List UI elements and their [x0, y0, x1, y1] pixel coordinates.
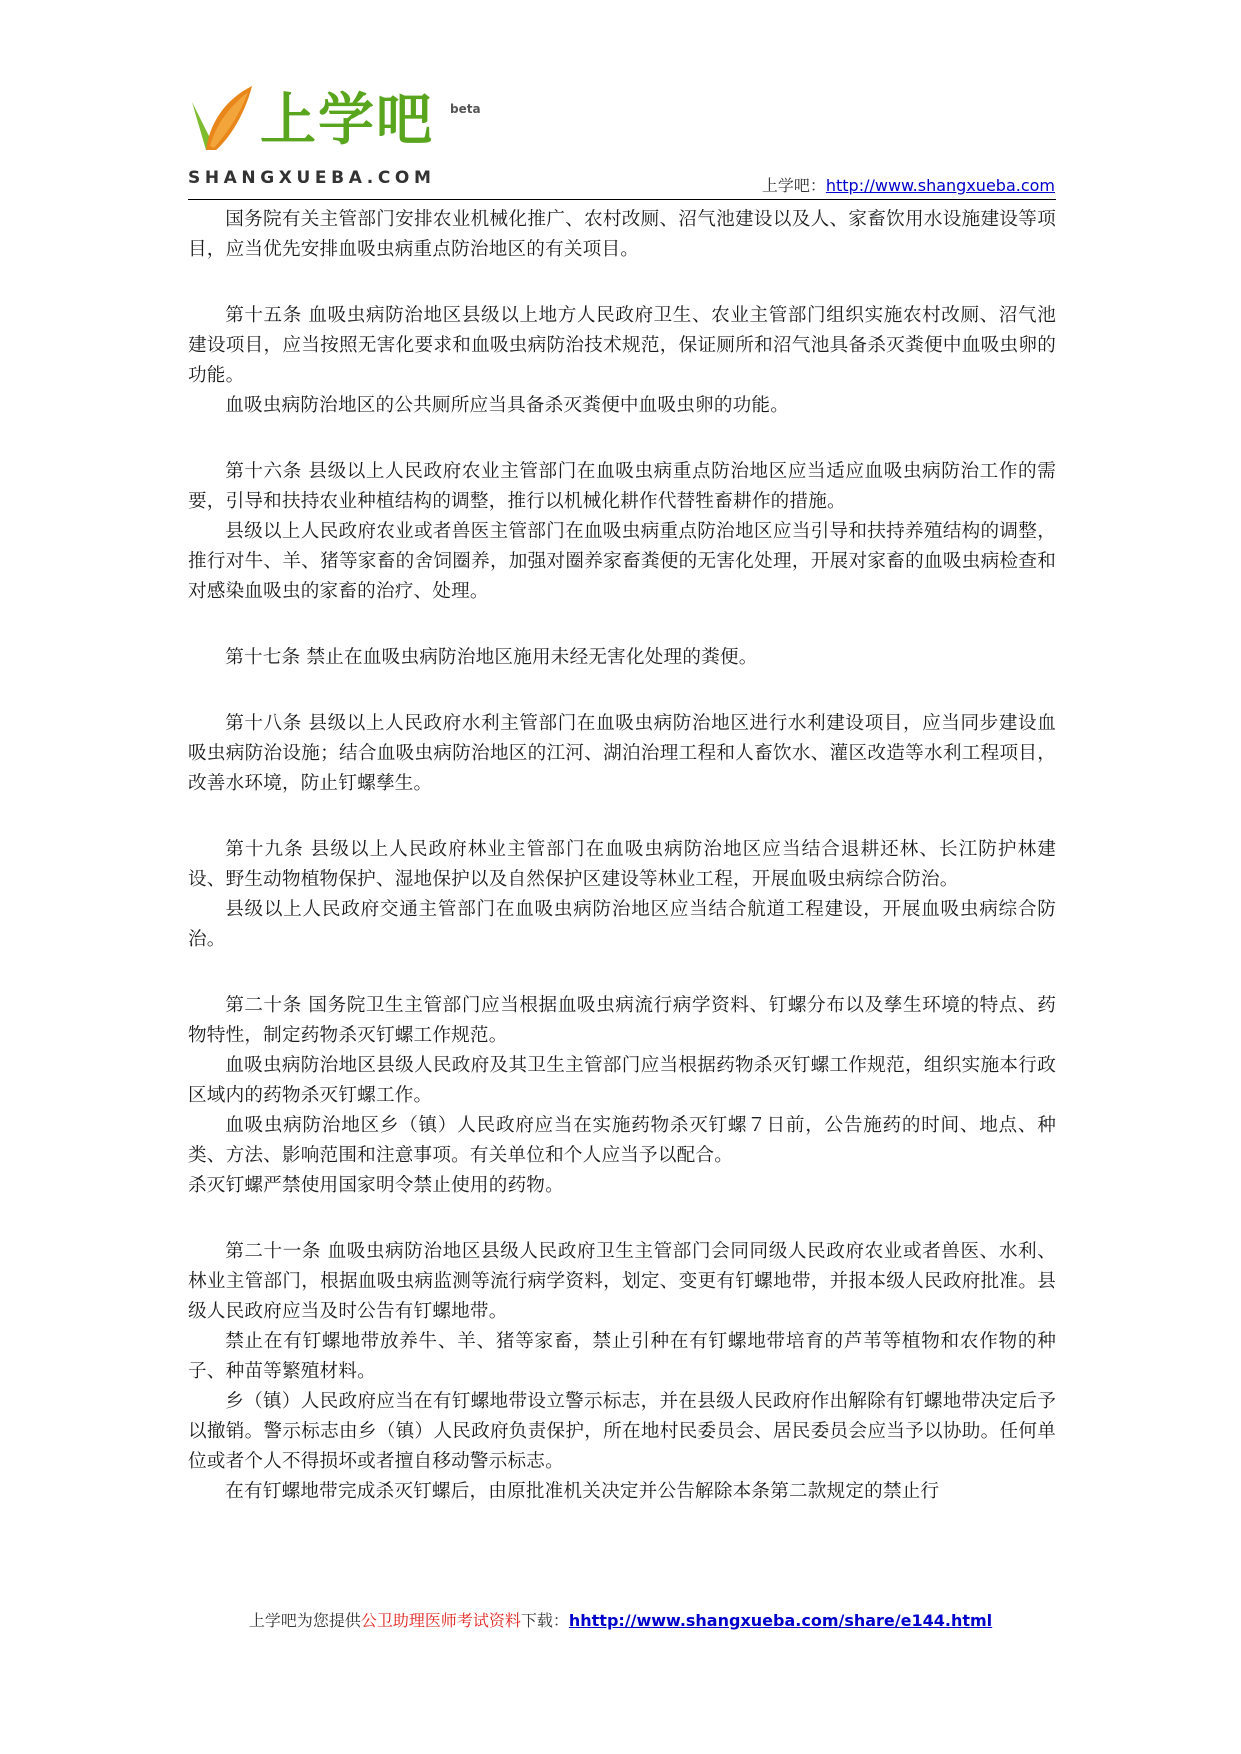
paragraph-gap [188, 607, 1056, 643]
paragraph-gap [188, 673, 1056, 709]
paragraph: 国务院有关主管部门安排农业机械化推广、农村改厕、沼气池建设以及人、家畜饮用水设施建设等项目，应当优先安排血吸虫病重点防治地区的有关项目。 [188, 209, 1056, 260]
footer-highlight: 公卫助理医师考试资料 [360, 1611, 521, 1630]
paragraph-gap [188, 799, 1056, 835]
article-17: 第十七条 禁止在血吸虫病防治地区施用未经无害化处理的粪便。 [225, 647, 758, 668]
paragraph-gap [188, 1201, 1056, 1237]
header-divider [188, 199, 1056, 200]
paragraph: 在有钉螺地带完成杀灭钉螺后，由原批准机关决定并公告解除本条第二款规定的禁止行 [225, 1481, 940, 1502]
footer-prefix: 上学吧为您提供 [248, 1611, 361, 1630]
header-site-link [762, 173, 1055, 196]
paragraph-gap [188, 421, 1056, 457]
article-21: 第二十一条 血吸虫病防治地区县级人民政府卫生主管部门会同同级人民政府农业或者兽医、水利、林业主管部门，根据血吸虫病监测等流行病学资料，划定、变更有钉螺地带，并报本级人民政府批准。县级人民政府应当及时公告有钉螺地带。 [188, 1241, 1056, 1322]
logo-beta-tag: beta [450, 102, 481, 116]
page-header [0, 0, 1241, 200]
logo-brand-text: 上学吧 [260, 88, 434, 153]
paragraph: 杀灭钉螺严禁使用国家明令禁止使用的药物。 [188, 1175, 564, 1196]
footer-middle: 下载： [520, 1611, 569, 1630]
paragraph: 县级以上人民政府交通主管部门在血吸虫病防治地区应当结合航道工程建设，开展血吸虫病综合防治。 [188, 899, 1056, 950]
document-body [188, 205, 1056, 1507]
paragraph-gap [188, 265, 1056, 301]
paragraph-gap [188, 955, 1056, 991]
article-20: 第二十条 国务院卫生主管部门应当根据血吸虫病流行病学资料、钉螺分布以及孳生环境的特点、药物特性，制定药物杀灭钉螺工作规范。 [188, 995, 1056, 1046]
article-15: 第十五条 血吸虫病防治地区县级以上地方人民政府卫生、农业主管部门组织实施农村改厕、沼气池建设项目，应当按照无害化要求和血吸虫病防治技术规范，保证厕所和沼气池具备杀灭粪便中血吸虫卵的功能。 [188, 305, 1056, 386]
paragraph: 禁止在有钉螺地带放养牛、羊、猪等家畜，禁止引种在有钉螺地带培育的芦苇等植物和农作物的种子、种苗等繁殖材料。 [188, 1331, 1056, 1382]
page-footer [0, 1608, 1241, 1631]
article-19: 第十九条 县级以上人民政府林业主管部门在血吸虫病防治地区应当结合退耕还林、长江防护林建设、野生动物植物保护、湿地保护以及自然保护区建设等林业工程，开展血吸虫病综合防治。 [188, 839, 1056, 890]
header-site-label: 上学吧： [761, 176, 826, 195]
site-logo[interactable] [188, 80, 518, 190]
paragraph: 血吸虫病防治地区的公共厕所应当具备杀灭粪便中血吸虫卵的功能。 [225, 395, 790, 416]
article-18: 第十八条 县级以上人民政府水利主管部门在血吸虫病防治地区进行水利建设项目，应当同步建设血吸虫病防治设施；结合血吸虫病防治地区的江河、湖泊治理工程和人畜饮水、灌区改造等水利工程项目，改善水环境，防止钉螺孳生。 [188, 713, 1056, 794]
paragraph: 血吸虫病防治地区县级人民政府及其卫生主管部门应当根据药物杀灭钉螺工作规范，组织实施本行政区域内的药物杀灭钉螺工作。 [188, 1055, 1056, 1106]
footer-download-link[interactable]: hhttp://www.shangxueba.com/share/e144.html [568, 1611, 993, 1630]
header-url-link[interactable]: http://www.shangxueba.com [825, 176, 1055, 195]
article-16: 第十六条 县级以上人民政府农业主管部门在血吸虫病重点防治地区应当适应血吸虫病防治工作的需要，引导和扶持农业种植结构的调整，推行以机械化耕作代替牲畜耕作的措施。 [188, 461, 1056, 512]
logo-url-text: SHANGXUEBA.COM [188, 168, 436, 188]
paragraph: 县级以上人民政府农业或者兽医主管部门在血吸虫病重点防治地区应当引导和扶持养殖结构的调整，推行对牛、羊、猪等家畜的舍饲圈养，加强对圈养家畜粪便的无害化处理，开展对家畜的血吸虫病检查和对感染血吸虫的家畜的治疗、处理。 [188, 521, 1056, 602]
paragraph: 乡（镇）人民政府应当在有钉螺地带设立警示标志，并在县级人民政府作出解除有钉螺地带决定后予以撤销。警示标志由乡（镇）人民政府负责保护，所在地村民委员会、居民委员会应当予以协助。任何单位或者个人不得损坏或者擅自移动警示标志。 [188, 1391, 1056, 1472]
paragraph: 血吸虫病防治地区乡（镇）人民政府应当在实施药物杀灭钉螺７日前，公告施药的时间、地点、种类、方法、影响范围和注意事项。有关单位和个人应当予以配合。 [188, 1115, 1056, 1166]
leaf-logo-icon [188, 80, 256, 160]
